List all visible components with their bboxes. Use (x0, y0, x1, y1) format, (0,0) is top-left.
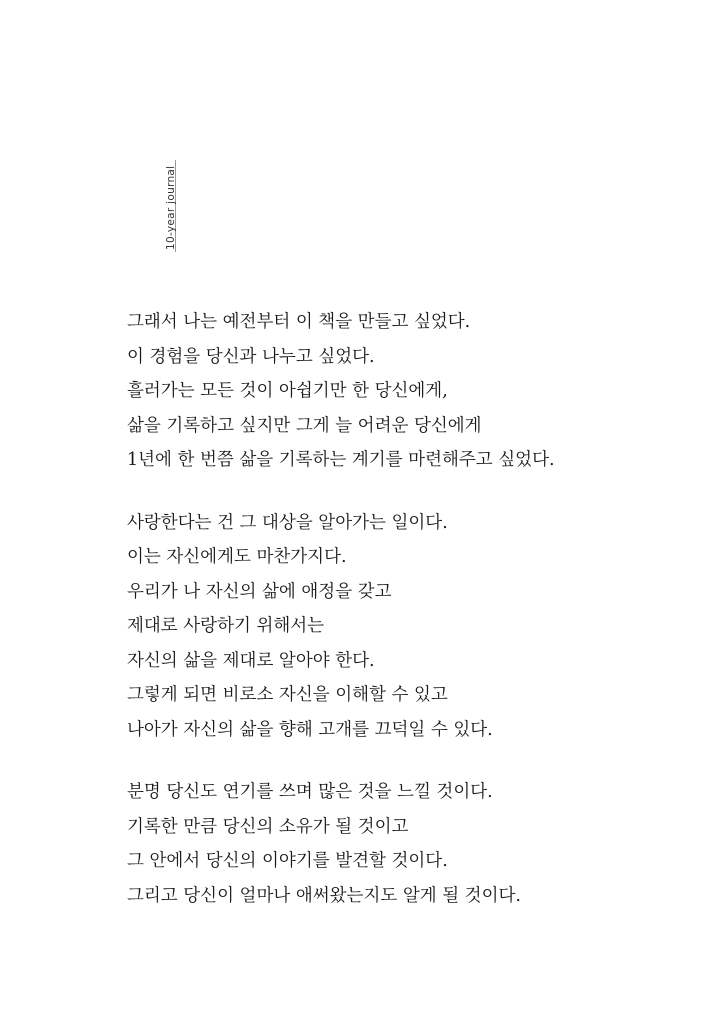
paragraph-1 (127, 305, 647, 478)
text-line: 1년에 한 번쯤 삶을 기록하는 계기를 마련해주고 싶었다. (127, 450, 555, 470)
text-line: 자신의 삶을 제대로 알아야 한다. (127, 650, 375, 671)
running-header (81, 80, 177, 250)
text-line: 분명 당신도 연기를 쓰며 많은 것을 느낄 것이다. (127, 782, 493, 802)
paragraph-2 (127, 506, 647, 748)
paragraph-3 (127, 775, 647, 913)
text-line: 그렇게 되면 비로소 자신을 이해할 수 있고 (127, 685, 448, 705)
text-line: 이는 자신에게도 마찬가지다. (127, 547, 347, 567)
text-line: 그래서 나는 예전부터 이 책을 만들고 싶었다. (127, 312, 471, 332)
text-line: 그리고 당신이 얼마나 애써왔는지도 알게 될 것이다. (127, 885, 521, 906)
text-line: 제대로 사랑하기 위해서는 (127, 616, 325, 636)
text-line: 사랑한다는 건 그 대상을 알아가는 일이다. (127, 512, 448, 533)
text-line: 기록한 만큼 당신의 소유가 될 것이고 (127, 816, 409, 837)
text-line: 그 안에서 당신의 이야기를 발견할 것이다. (127, 851, 448, 871)
text-line: 이 경험을 당신과 나누고 싶었다. (127, 346, 375, 367)
text-line: 삶을 기록하고 싶지만 그게 늘 어려운 당신에게 (127, 415, 482, 436)
text-line: 우리가 나 자신의 삶에 애정을 갖고 (127, 581, 392, 602)
running-header-text: 10-year journal (165, 165, 177, 250)
body-text (127, 305, 647, 941)
text-line: 나아가 자신의 삶을 향해 고개를 끄덕일 수 있다. (127, 719, 493, 740)
text-line: 흘러가는 모든 것이 아쉽기만 한 당신에게, (127, 381, 448, 401)
